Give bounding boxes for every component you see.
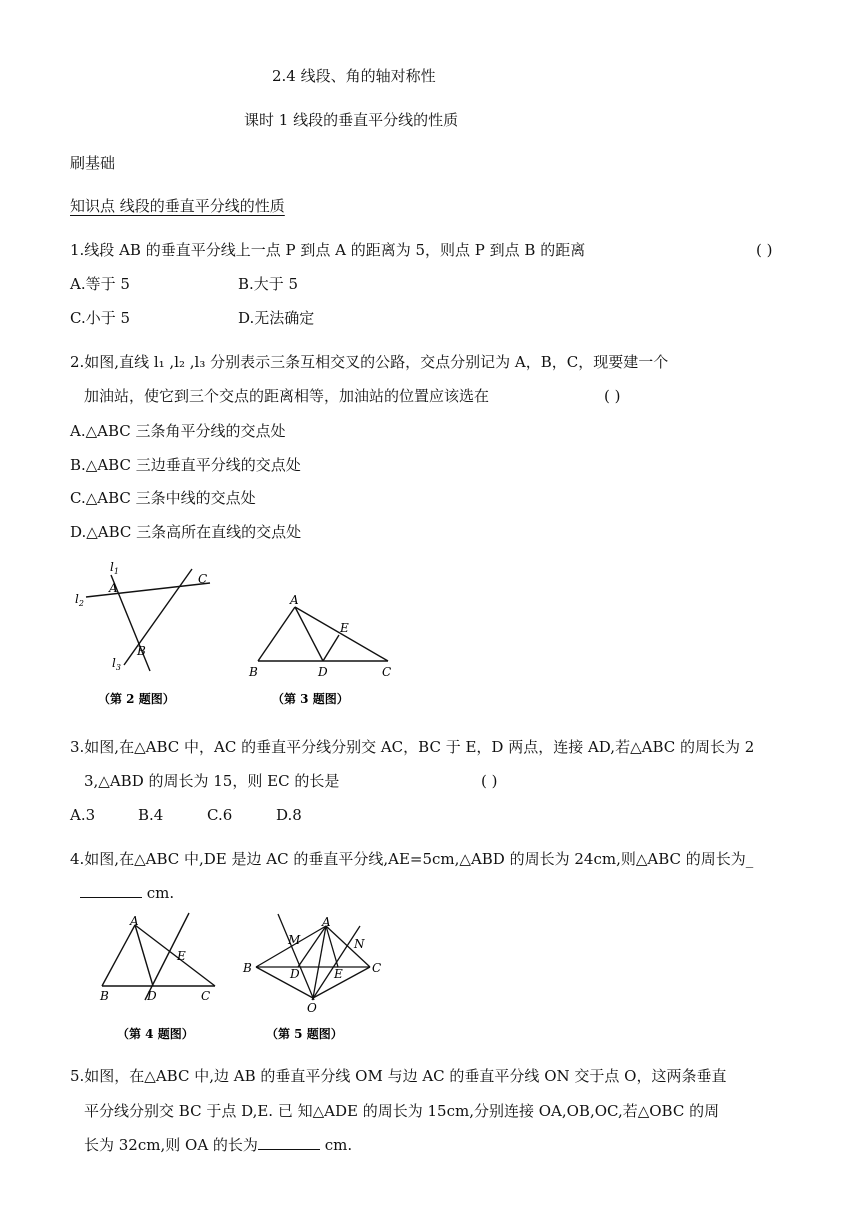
figure-2: [70, 555, 220, 710]
q5-answer-blank[interactable]: [258, 1135, 320, 1150]
fig5-label-b: B: [243, 961, 252, 975]
fig5-label-c: C: [372, 961, 382, 975]
q5-stem-line3: [84, 1135, 352, 1155]
fig5-label-m: M: [288, 933, 301, 947]
q5-stem-line2: 平分线分别交 BC 于点 D,E. 已 知△ADE 的周长为 15cm,分别连接 OA,OB,OC,若△OBC 的周: [84, 1102, 720, 1120]
fig5-label-d: D: [290, 967, 300, 981]
fig4-label-e: E: [177, 949, 186, 963]
q2-option-c: C.△ABC 三条中线的交点处: [70, 489, 256, 507]
fig4-caption: （第 4 题图）: [117, 1027, 194, 1041]
fig2-label-l1: $l_1$: [110, 560, 119, 576]
q1-option-a: A.等于 5: [70, 275, 130, 293]
q3-bracket: ( ): [481, 772, 498, 790]
q3-stem-line2: 3,△ABD 的周长为 15，则 EC 的长是: [84, 772, 340, 790]
q1-bracket: ( ): [756, 241, 773, 259]
fig3-label-e: E: [340, 621, 349, 635]
q1-option-c: C.小于 5: [70, 309, 131, 327]
figure-5: [238, 912, 398, 1047]
fig5-caption: （第 5 题图）: [266, 1027, 343, 1041]
q5-unit: cm.: [324, 1136, 353, 1154]
fig3-label-b: B: [249, 665, 258, 679]
q1-stem: 1.线段 AB 的垂直平分线上一点 P 到点 A 的距离为 5，则点 P 到点 B 的距离: [70, 241, 586, 259]
fig4-label-b: B: [100, 989, 109, 1003]
figure-3: [240, 592, 400, 712]
fig2-label-l2: $l_2$: [75, 592, 84, 608]
lesson-subtitle: 课时 1 线段的垂直平分线的性质: [244, 111, 459, 129]
fig4-label-a: A: [130, 914, 139, 928]
fig3-label-c: C: [382, 665, 392, 679]
q3-stem-line1: 3.如图,在△ABC 中，AC 的垂直平分线分别交 AC，BC 于 E，D 两点，连接 AD,若△ABC 的周长为 2: [70, 738, 755, 756]
fig2-label-a: A: [109, 581, 118, 595]
q5-stem-line3-text: 长为 32cm,则 OA 的长为: [84, 1136, 258, 1154]
fig3-label-d: D: [318, 665, 328, 679]
fig4-label-c: C: [201, 989, 211, 1003]
q3-option-b: B.4: [138, 806, 164, 824]
q2-stem-line2: 加油站，使它到三个交点的距离相等，加油站的位置应该选在: [84, 387, 490, 405]
q4-unit: cm.: [146, 884, 175, 902]
q3-option-c: C.6: [207, 806, 233, 824]
q4-stem-line1: 4.如图,在△ABC 中,DE 是边 AC 的垂直平分线,AE=5cm,△ABD 的周长为 24cm,则△ABC 的周长为_: [70, 850, 754, 868]
fig3-label-a: A: [290, 593, 299, 607]
fig2-label-b: B: [137, 644, 146, 658]
q4-answer-blank[interactable]: [80, 883, 142, 898]
q2-option-d: D.△ABC 三条高所在直线的交点处: [70, 523, 302, 541]
q1-option-b: B.大于 5: [238, 275, 299, 293]
fig2-caption: （第 2 题图）: [98, 692, 175, 706]
fig5-label-e: E: [334, 967, 343, 981]
q5-stem-line1: 5.如图，在△ABC 中,边 AB 的垂直平分线 OM 与边 AC 的垂直平分线 ON 交于点 O，这两条垂直: [70, 1067, 727, 1085]
q2-stem-line1: 2.如图,直线 l₁ ,l₂ ,l₃ 分别表示三条互相交叉的公路，交点分别记为 A，B，C，现要建一个: [70, 353, 669, 371]
fig5-label-o: O: [307, 1001, 317, 1015]
q4-stem-line2: [80, 883, 174, 903]
q1-option-d: D.无法确定: [238, 309, 315, 327]
lesson-title: 2.4 线段、角的轴对称性: [272, 67, 436, 85]
fig2-label-c: C: [198, 572, 208, 586]
q3-option-d: D.8: [276, 806, 302, 824]
section-label: 刷基础: [70, 154, 116, 172]
q2-option-a: A.△ABC 三条角平分线的交点处: [70, 422, 286, 440]
fig5-label-a: A: [322, 915, 331, 929]
q2-bracket: ( ): [604, 387, 621, 405]
q3-option-a: A.3: [70, 806, 96, 824]
fig4-label-d: D: [147, 989, 157, 1003]
q2-option-b: B.△ABC 三边垂直平分线的交点处: [70, 456, 301, 474]
knowledge-point-heading: 知识点 线段的垂直平分线的性质: [70, 197, 285, 215]
figure-4: [95, 912, 225, 1047]
fig3-caption: （第 3 题图）: [272, 692, 349, 706]
fig5-label-n: N: [354, 937, 365, 951]
fig2-label-l3: $l_3$: [112, 656, 121, 672]
